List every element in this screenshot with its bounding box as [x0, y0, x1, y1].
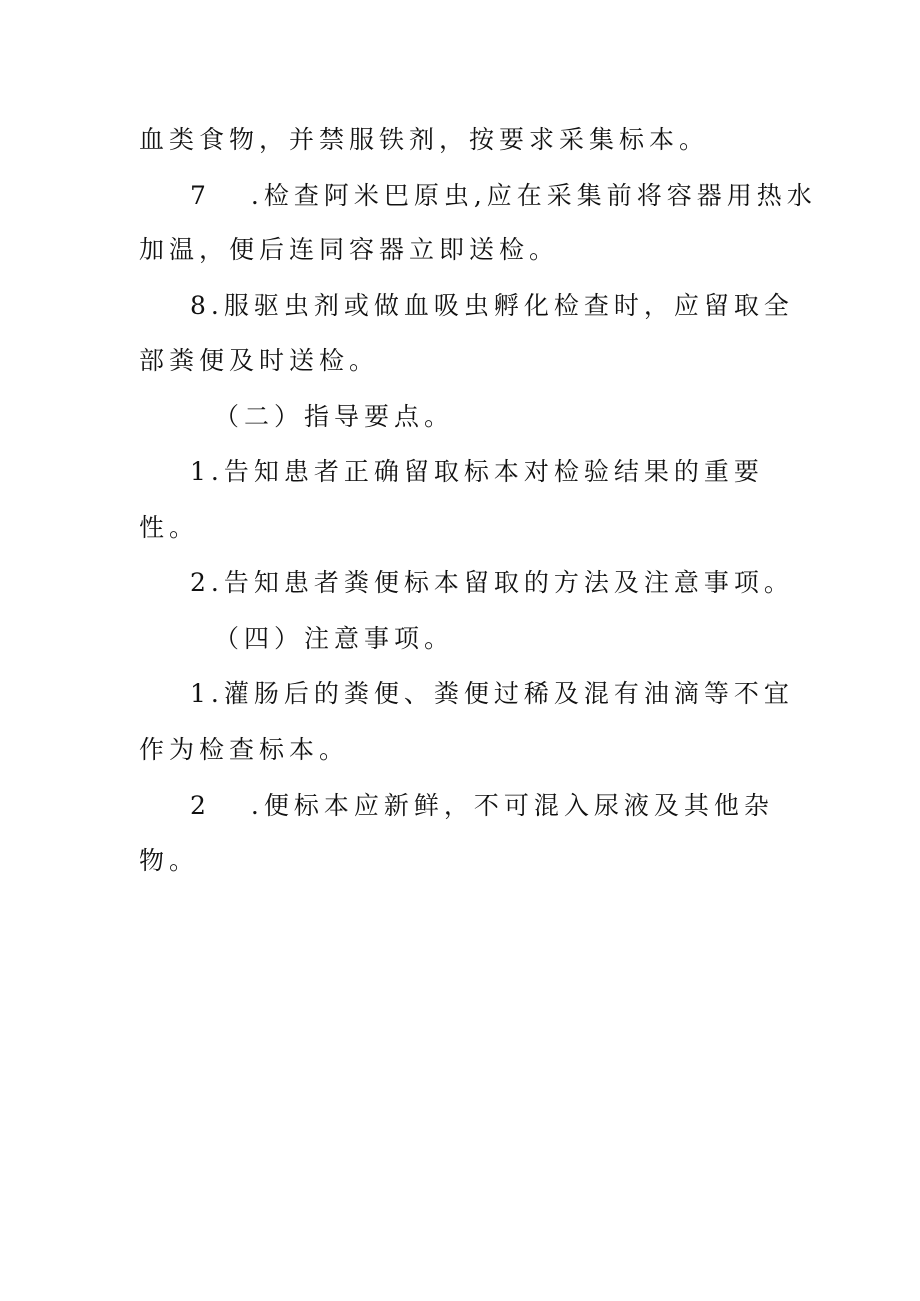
list-item-1-line-1: 1.告知患者正确留取标本对检验结果的重要 — [190, 457, 764, 486]
section-heading-guidance: （二）指导要点。 — [214, 402, 455, 431]
paragraph-line: 作为检查标本。 — [139, 735, 350, 764]
list-item-2b-line-1 — [190, 790, 774, 822]
list-item-7-line-1 — [190, 180, 817, 212]
list-item-2-line-1: 2.告知患者粪便标本留取的方法及注意事项。 — [190, 568, 794, 597]
list-item-text: .便标本应新鲜，不可混入尿液及其他杂 — [250, 791, 774, 820]
list-number: 2 — [190, 791, 211, 820]
paragraph-line: 血类食物，并禁服铁剂，按要求采集标本。 — [139, 125, 710, 154]
paragraph-line: 加温，便后连同容器立即送检。 — [139, 235, 560, 264]
list-item-8-line-1: 8.服驱虫剂或做血吸虫孵化检查时，应留取全 — [190, 291, 794, 320]
list-item-1b-line-1: 1.灌肠后的粪便、粪便过稀及混有油滴等不宜 — [190, 679, 794, 708]
paragraph-line: 物。 — [139, 846, 200, 875]
paragraph-line: 部粪便及时送检。 — [139, 346, 380, 375]
paragraph-line: 性。 — [139, 513, 200, 542]
list-item-text: .检查阿米巴原虫,应在采集前将容器用热水 — [250, 181, 817, 210]
section-heading-precautions: （四）注意事项。 — [214, 624, 455, 653]
list-number: 7 — [190, 181, 211, 210]
